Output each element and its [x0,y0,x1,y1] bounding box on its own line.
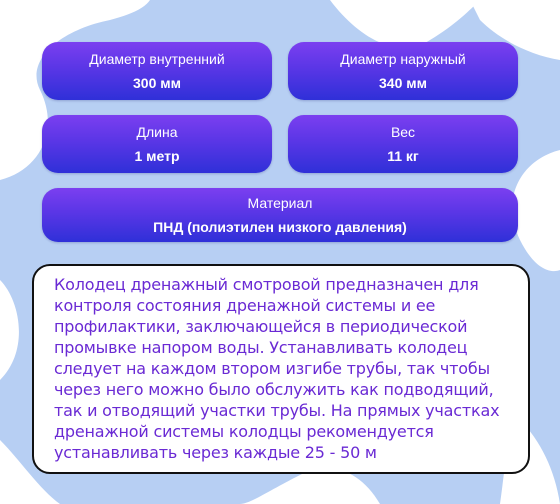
spec-card-outer-diameter [288,42,518,100]
spec-label: Диаметр внутренний [89,51,225,67]
spec-card-inner-diameter [42,42,272,100]
description-text: Колодец дренажный смотровой предназначен для контроля состояния дренажной системы и ее профилактики, заключающейся в периодической промывке напором воды. Устанавливать колодец следует на каждом втором изгибе трубы, так чтобы через него можно было обслужить как подводящий, так и отводящий участки трубы. На прямых участках дренажной системы колодцы рекомендуется устанавливать через каждые 25 - 50 м [54,275,500,462]
spec-label: Диаметр наружный [340,51,466,67]
spec-card-weight [288,115,518,173]
spec-value: 11 кг [387,148,419,164]
spec-value: ПНД (полиэтилен низкого давления) [153,219,407,235]
spec-label: Материал [247,195,313,211]
spec-label: Длина [136,124,178,140]
spec-value: 1 метр [134,148,180,164]
spec-value: 340 мм [379,75,427,91]
spec-label: Вес [390,124,416,140]
spec-card-material [42,188,518,242]
spec-card-length [42,115,272,173]
description-box [32,264,530,474]
spec-value: 300 мм [133,75,181,91]
